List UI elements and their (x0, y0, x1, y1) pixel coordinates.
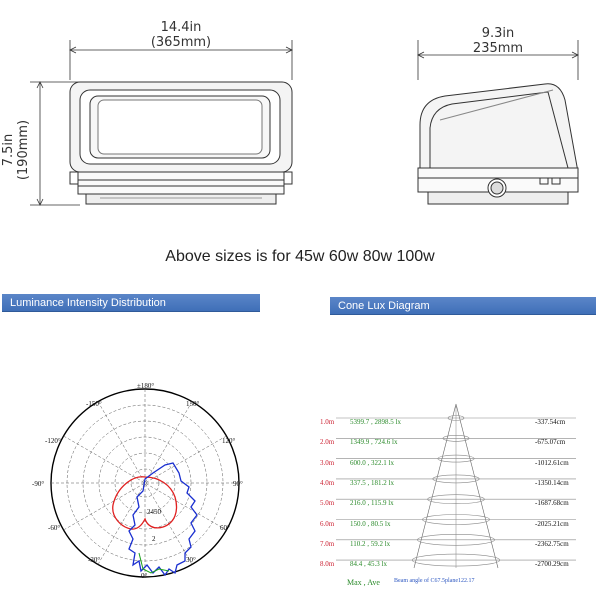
cone-row-distance: 3.0m (320, 458, 335, 467)
cone-row-distance: 4.0m (320, 478, 335, 487)
cone-row-diameter: -2700.29cm (535, 560, 569, 569)
cone-row-distance: 5.0m (320, 499, 335, 508)
polar-label-m120: -120° (45, 437, 61, 445)
cone-row-diameter: -1012.61cm (535, 458, 569, 467)
polar-label-30: 30° (186, 556, 196, 564)
cone-row-diameter: -2025.21cm (535, 519, 569, 528)
polar-inner-label-a: 2450 (147, 508, 161, 516)
front-width-mm: (365mm) (150, 35, 212, 50)
front-width-label (131, 20, 231, 50)
polar-label-0: 0° (141, 572, 148, 580)
polar-label-m150: -150° (86, 400, 102, 408)
polar-inner-label-b: 2 (152, 535, 156, 543)
side-width-in: 9.3in (481, 26, 515, 41)
luminance-title: Luminance Intensity Distribution (10, 297, 166, 309)
side-width-label (448, 26, 548, 56)
cone-row-values: 600.0 , 322.1 lx (350, 458, 394, 467)
side-width-mm: 235mm (472, 41, 524, 56)
cone-row-diameter: -337.54cm (535, 418, 566, 426)
cone-footer-left: Max , Ave (347, 578, 380, 587)
cone-row-distance: 1.0m (320, 418, 335, 426)
cone-title: Cone Lux Diagram (338, 300, 430, 312)
polar-label-m90: -90° (32, 480, 45, 488)
cone-row-values: 110.2 , 59.2 lx (350, 539, 391, 548)
cone-row-diameter: -1687.68cm (535, 499, 569, 508)
cone-row-values: 5399.7 , 2898.5 lx (350, 418, 401, 426)
polar-label-m60: -60° (48, 524, 61, 532)
cone-footer-right: Beam angle of C67.5plane122.17 (394, 578, 475, 584)
polar-label-90: 90° (233, 480, 243, 488)
cone-row-values: 150.0 , 80.5 lx (350, 519, 391, 528)
polar-label-60: 60° (220, 524, 230, 532)
luminance-header (2, 294, 260, 312)
polar-label-180: ±180° (137, 382, 155, 390)
polar-label-m30: -30° (88, 556, 101, 564)
polar-diagram (40, 378, 250, 588)
cone-row-diameter: -2362.75cm (535, 539, 569, 548)
polar-label-150: 150° (186, 400, 200, 408)
cone-header (330, 297, 596, 315)
cone-row-distance: 2.0m (320, 438, 335, 447)
cone-row-values: 84.4 , 45.3 lx (350, 560, 387, 569)
cone-row-diameter: -1350.14cm (535, 478, 569, 487)
cone-row-values: 216.0 , 115.9 lx (350, 499, 394, 508)
cone-row-diameter: -675.07cm (535, 438, 566, 447)
polar-label-120: 120° (222, 437, 236, 445)
front-height-label: 7.5in (190mm) (1, 119, 31, 181)
cone-row-distance: 8.0m (320, 560, 335, 569)
cone-row-distance: 7.0m (320, 539, 335, 548)
size-note: Above sizes is for 45w 60w 80w 100w (165, 248, 435, 265)
cone-row-values: 1349.9 , 724.6 lx (350, 438, 398, 447)
cone-row-distance: 6.0m (320, 519, 335, 528)
cone-row-values: 337.5 , 181.2 lx (350, 478, 394, 487)
front-width-in: 14.4in (160, 20, 202, 35)
